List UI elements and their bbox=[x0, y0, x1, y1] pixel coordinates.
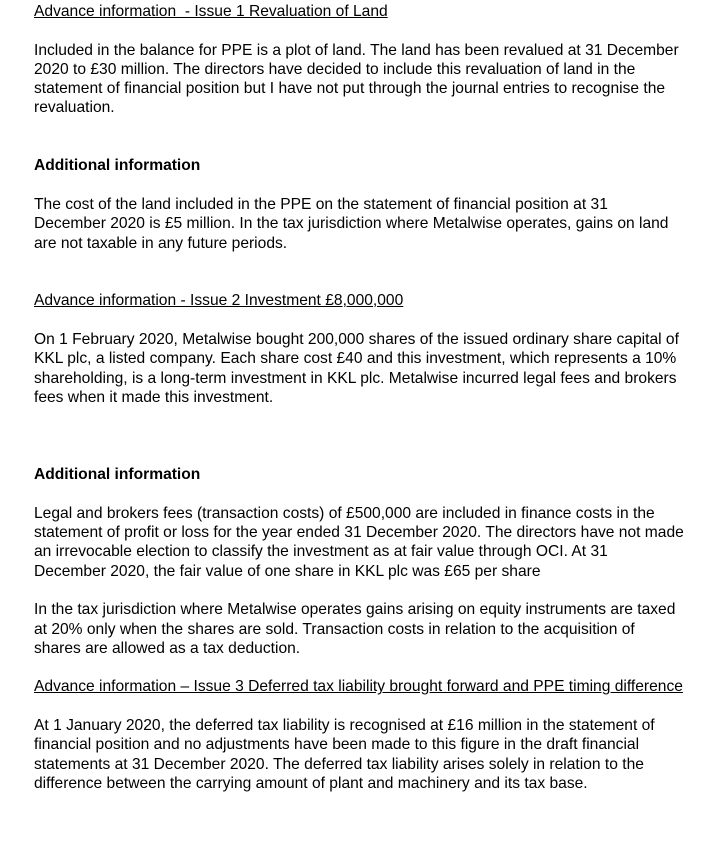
additional2-body-1: Legal and brokers fees (transaction costs) of £500,000 are included in finance costs in the statement of profit or loss for the year ended 31 December 2020. The directors have not made an irrevocable election to classify the investment as at fair value through OCI. At 31 December 2020, the fair value of one share in KKL plc was £65 per share bbox=[34, 504, 684, 580]
spacer bbox=[34, 311, 684, 330]
spacer bbox=[34, 176, 684, 195]
additional1-heading: Additional information bbox=[34, 157, 201, 175]
spacer bbox=[34, 697, 684, 716]
issue3-heading: Advance information – Issue 3 Deferred tax liability brought forward and PPE timing difference bbox=[34, 678, 683, 696]
additional1-body: The cost of the land included in the PPE on the statement of financial position at 31 December 2020 is £5 million. In the tax jurisdiction where Metalwise operates, gains on land are not taxable in any future periods. bbox=[34, 195, 669, 252]
additional2-heading: Additional information bbox=[34, 466, 201, 484]
issue1-heading: Advance information - Issue 1 Revaluation of Land bbox=[34, 3, 388, 20]
spacer bbox=[34, 407, 684, 465]
issue2-body: On 1 February 2020, Metalwise bought 200,000 shares of the issued ordinary share capital of KKL plc, a listed company. Each share cost £40 and this investment, which represents a 10% shareholding, is a long-term investment in KKL plc. Metalwise incurred legal fees and brokers fees when it made this investment. bbox=[34, 331, 679, 406]
spacer bbox=[34, 253, 684, 292]
additional2-body-2: In the tax jurisdiction where Metalwise operates gains arising on equity instruments are taxed at 20% only when the shares are sold. Transaction costs in relation to the acquisition of shares are allowed as a tax deduction. bbox=[34, 601, 676, 657]
spacer bbox=[34, 118, 684, 157]
issue1-body: Included in the balance for PPE is a plot of land. The land has been revalued at 31 December 2020 to £30 million. The directors have decided to include this revaluation of land in the statement of financial position but I have not put through the journal entries to recognise the revaluation. bbox=[34, 41, 679, 117]
spacer bbox=[34, 658, 684, 677]
document-body bbox=[34, 2, 684, 793]
spacer bbox=[34, 484, 684, 503]
spacer bbox=[34, 581, 684, 600]
issue2-heading: Advance information - Issue 2 Investment £8,000,000 bbox=[34, 292, 404, 310]
issue3-body: At 1 January 2020, the deferred tax liability is recognised at £16 million in the statement of financial position and no adjustments have been made to this figure in the draft financial statements at 31 December 2020. The deferred tax liability arises solely in relation to the difference between the carrying amount of plant and machinery and its tax base. bbox=[34, 716, 655, 792]
spacer bbox=[34, 21, 684, 40]
